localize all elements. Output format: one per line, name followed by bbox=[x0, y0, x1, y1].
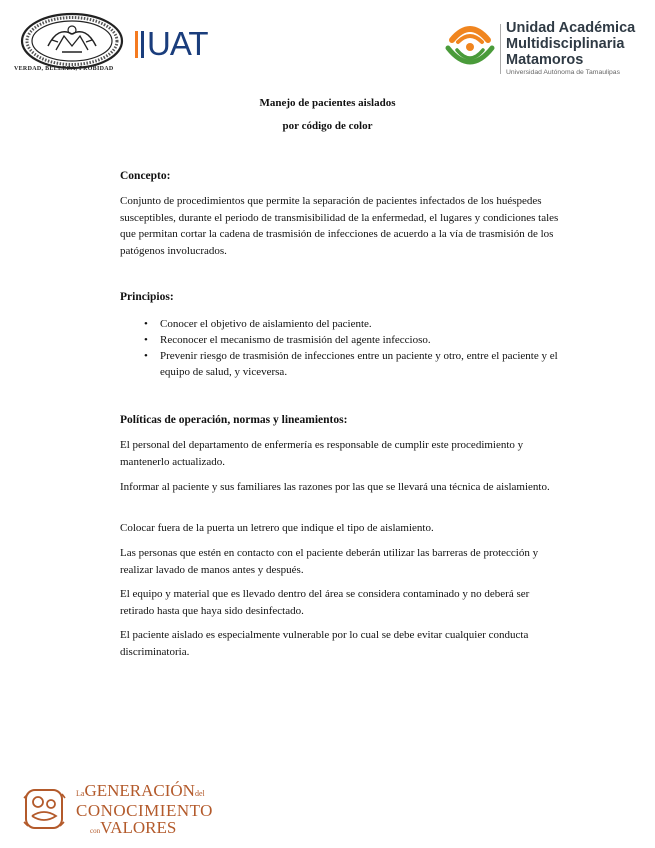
policy-paragraph: El paciente aislado es especialmente vulnerable por lo cual se debe evitar cualquier conducta discriminatoria. bbox=[120, 629, 529, 658]
principle-item: • Prevenir riesgo de trasmisión de infecciones entre un paciente y otro, entre el paciente y el equipo de salud, y viceversa. bbox=[144, 350, 558, 378]
unit-logo-text bbox=[506, 20, 635, 76]
policy-paragraph: El personal del departamento de enfermería es responsable de cumplir este procedimiento y mantenerlo actualizado. bbox=[120, 439, 524, 468]
concept-paragraph: Conjunto de procedimientos que permite la separación de pacientes infectados de los huéspedes susceptibles, durante el periodo de transmisibilidad de la enfermedad, el lugares y condiciones tales que permitan cortar la cadena de trasmisión de infecciones de acuerdo a la vía de trasmisión de los patógenos involucrados. bbox=[120, 195, 559, 257]
footer-slogan-logo bbox=[22, 782, 252, 838]
unit-university: Universidad Autónoma de Tamaulipas bbox=[506, 69, 620, 76]
principle-item: • Reconocer el mecanismo de trasmisión del agente infeccioso. bbox=[144, 334, 431, 346]
page-header bbox=[0, 8, 655, 83]
concept-heading: Concepto: bbox=[120, 170, 171, 182]
unit-line-3: Matamoros bbox=[506, 52, 584, 68]
principle-item: • Conocer el objetivo de aislamiento del paciente. bbox=[144, 318, 372, 330]
unit-line-1: Unidad Académica bbox=[506, 20, 636, 36]
footer-slogan-text: LaGENERACIÓNdel CONOCIMIENTO conVALORES bbox=[76, 781, 213, 837]
unit-logo bbox=[444, 18, 649, 82]
seal-emblem-icon bbox=[18, 12, 126, 70]
principles-list bbox=[120, 316, 560, 380]
unit-logo-divider bbox=[500, 24, 501, 74]
bullet-icon: • bbox=[144, 350, 148, 362]
policies-heading: Políticas de operación, normas y lineamientos: bbox=[120, 414, 348, 426]
policy-paragraph: El equipo y material que es llevado dentro del área se considera contaminado y no deberá ser retirado hasta que haya sido desinfectado. bbox=[120, 588, 530, 617]
university-seal bbox=[18, 12, 126, 74]
seal-motto: VERDAD, BELLEZA, PROBIDAD bbox=[14, 66, 114, 72]
document-title-line-2: por código de color bbox=[282, 120, 373, 132]
uat-logo bbox=[135, 25, 208, 62]
bullet-icon: • bbox=[144, 318, 148, 330]
principles-heading: Principios: bbox=[120, 291, 174, 303]
unit-emblem-icon bbox=[444, 20, 496, 72]
uat-bars-icon bbox=[135, 31, 144, 58]
mayan-glyph-icon bbox=[22, 786, 66, 832]
unit-line-2: Multidisciplinaria bbox=[506, 36, 625, 52]
policy-paragraph: Colocar fuera de la puerta un letrero que indique el tipo de aislamiento. bbox=[120, 522, 434, 534]
uat-logo-text: UAT bbox=[147, 25, 208, 62]
document-title-line-1: Manejo de pacientes aislados bbox=[259, 97, 396, 109]
bullet-icon: • bbox=[144, 334, 148, 346]
policy-paragraph: Informar al paciente y sus familiares las razones por las que se llevará una técnica de aislamiento. bbox=[120, 481, 550, 493]
policy-paragraph: Las personas que estén en contacto con el paciente deberán utilizar las barreras de protección y realizar lavado de manos antes y después. bbox=[120, 547, 539, 576]
